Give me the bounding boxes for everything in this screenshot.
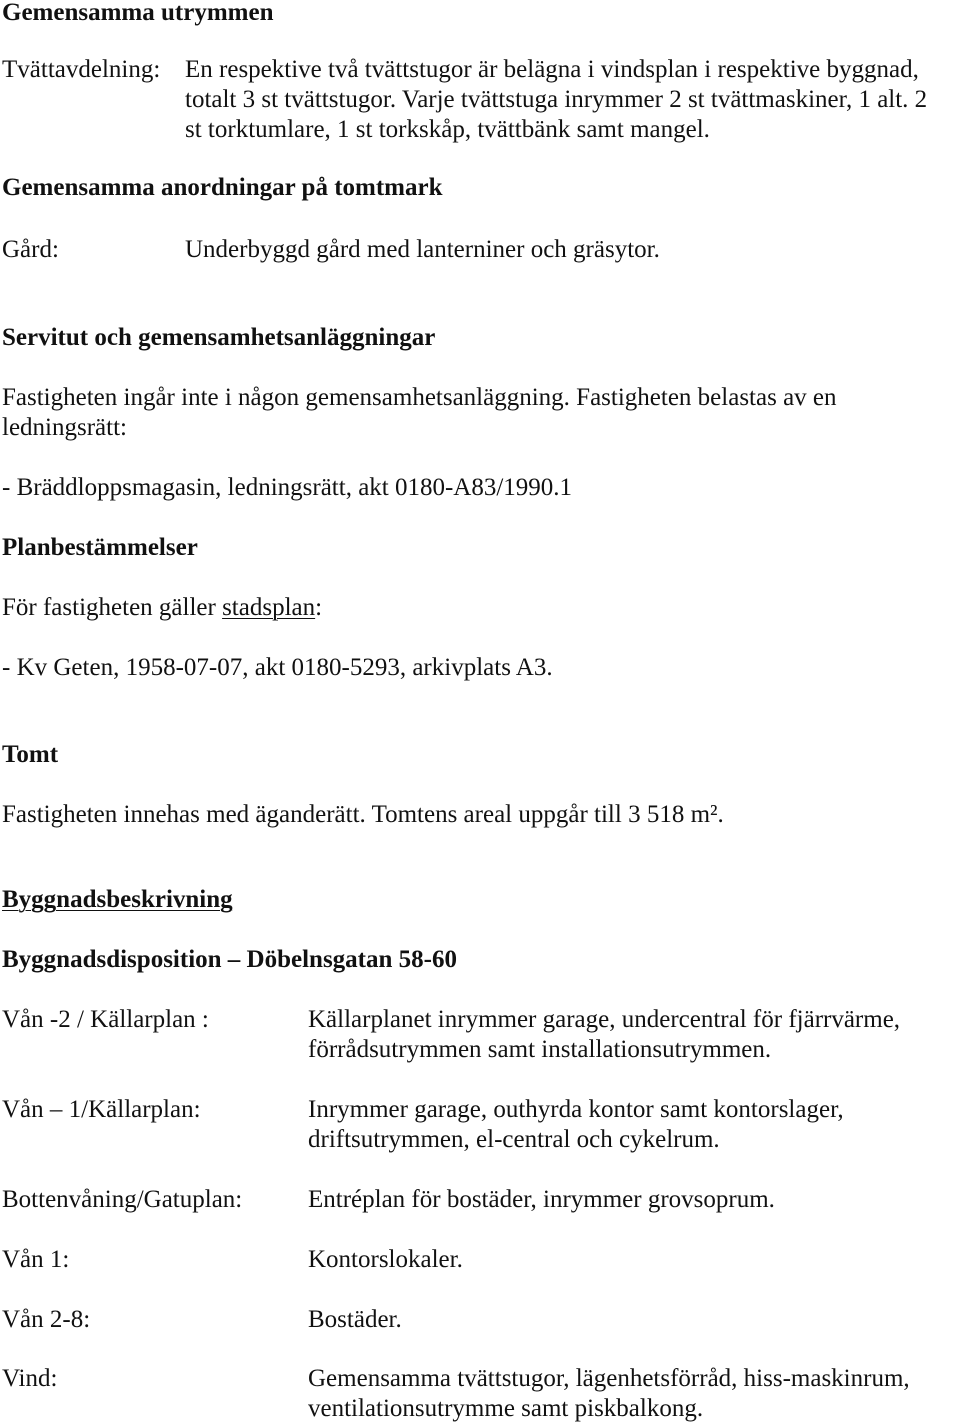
floor-label: Vån -2 / Källarplan :	[2, 1006, 209, 1033]
yard-value: Underbyggd gård med lanterniner och gräsytor.	[185, 236, 660, 263]
plot-text: Fastigheten innehas med äganderätt. Tomtens areal uppgår till 3 518 m².	[2, 801, 724, 828]
floor-description-line: förrådsutrymmen samt installationsutrymmen.	[308, 1036, 772, 1063]
easement-item: - Bräddloppsmagasin, ledningsrätt, akt 0180-A83/1990.1	[2, 474, 573, 501]
yard-label: Gård:	[2, 236, 59, 263]
easements-line: ledningsrätt:	[2, 414, 127, 441]
plan-intro-underlined: stadsplan	[222, 594, 316, 621]
laundry-label: Tvättavdelning:	[2, 56, 161, 83]
building-heading	[2, 885, 233, 915]
laundry-description	[185, 55, 927, 145]
floor-label: Bottenvåning/Gatuplan:	[2, 1186, 243, 1213]
floor-description-line: Bostäder.	[308, 1306, 402, 1333]
plan-intro	[2, 593, 322, 623]
floor-description-line: Gemensamma tvättstugor, lägenhetsförråd, hiss-maskinrum,	[308, 1365, 910, 1392]
floor-label: Vån – 1/Källarplan:	[2, 1096, 201, 1123]
building-subheading: Byggnadsdisposition – Döbelnsgatan 58-60	[2, 946, 457, 973]
plan-item: - Kv Geten, 1958-07-07, akt 0180-5293, arkivplats A3.	[2, 654, 553, 681]
easements-heading: Servitut och gemensamhetsanläggningar	[2, 324, 436, 351]
floor-description-line: Inrymmer garage, outhyrda kontor samt kontorslager,	[308, 1096, 844, 1123]
floor-description	[308, 1245, 463, 1275]
laundry-line: En respektive två tvättstugor är belägna i vindsplan i respektive byggnad,	[185, 56, 919, 83]
floor-description	[308, 1305, 402, 1335]
plan-intro-prefix: För fastigheten gäller	[2, 594, 223, 621]
laundry-line: totalt 3 st tvättstugor. Varje tvättstuga inrymmer 2 st tvättmaskiner, 1 alt. 2	[185, 86, 928, 113]
plot-heading: Tomt	[2, 741, 59, 768]
floor-label: Vind:	[2, 1365, 58, 1392]
floor-description	[308, 1005, 900, 1065]
easements-line: Fastigheten ingår inte i någon gemensamhetsanläggning. Fastigheten belastas av en	[2, 384, 837, 411]
floor-description-line: ventilationsutrymme samt piskbalkong.	[308, 1395, 704, 1422]
plan-heading: Planbestämmelser	[2, 534, 198, 561]
floor-label: Vån 2-8:	[2, 1306, 91, 1333]
plan-intro-suffix: :	[315, 594, 323, 621]
grounds-heading: Gemensamma anordningar på tomtmark	[2, 174, 443, 201]
floor-description-line: driftsutrymmen, el-central och cykelrum.	[308, 1126, 720, 1153]
floor-label: Vån 1:	[2, 1246, 70, 1273]
building-heading-text: Byggnadsbeskrivning	[2, 886, 233, 913]
floor-description	[308, 1185, 775, 1215]
floor-description-line: Källarplanet inrymmer garage, undercentral för fjärrvärme,	[308, 1006, 901, 1033]
floor-description	[308, 1364, 910, 1424]
laundry-line: st torktumlare, 1 st torkskåp, tvättbänk samt mangel.	[185, 116, 710, 143]
floor-description	[308, 1095, 844, 1155]
floor-description-line: Kontorslokaler.	[308, 1246, 463, 1273]
floor-description-line: Entréplan för bostäder, inrymmer grovsoprum.	[308, 1186, 775, 1213]
easements-paragraph	[2, 383, 837, 443]
common-spaces-heading: Gemensamma utrymmen	[2, 0, 274, 26]
